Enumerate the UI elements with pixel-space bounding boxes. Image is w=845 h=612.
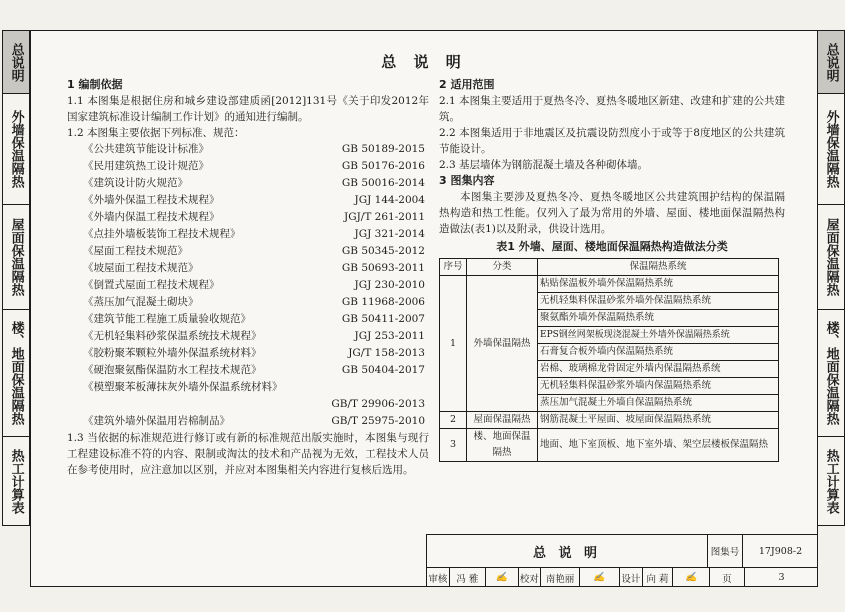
review-name: 冯 雅 bbox=[450, 568, 486, 587]
left-column bbox=[67, 77, 429, 478]
row-system: 钢筋混凝土平屋面、坡屋面保温隔热系统 bbox=[538, 412, 779, 429]
table-row bbox=[440, 429, 779, 462]
standard-row: 《公共建筑节能设计标准》 GB 50189-2015 bbox=[83, 143, 425, 155]
row-no: 2 bbox=[440, 412, 467, 429]
table-row bbox=[440, 276, 779, 293]
section1-heading: 1 编制依据 bbox=[67, 78, 123, 91]
table-row bbox=[440, 412, 779, 429]
standard-row: 《坡屋面工程技术规范》 GB 50693-2011 bbox=[83, 262, 425, 274]
review-label: 审核 bbox=[427, 568, 450, 587]
page-label: 页 bbox=[710, 568, 745, 587]
tab-general-notes[interactable]: 总说明 bbox=[2, 30, 30, 93]
header-system: 保温隔热系统 bbox=[538, 259, 779, 276]
tab-roof-insulation[interactable]: 屋面保温隔热 bbox=[2, 204, 30, 309]
right-column bbox=[439, 77, 785, 462]
row-no: 3 bbox=[440, 429, 467, 462]
standard-row: 《无机轻集料砂浆保温系统技术规程》 JGJ 253-2011 bbox=[83, 330, 425, 342]
standard-row: 《建筑外墙外保温用岩棉制品》 GB/T 25975-2010 bbox=[83, 415, 425, 427]
row-system: 岩棉、玻璃棉龙骨固定外墙内保温隔热系统 bbox=[538, 361, 779, 378]
row-category: 屋面保温隔热 bbox=[467, 412, 538, 429]
header-no: 序号 bbox=[440, 259, 467, 276]
row-no: 1 bbox=[440, 276, 467, 412]
standard-row: 《倒置式屋面工程技术规程》 JGJ 230-2010 bbox=[83, 279, 425, 291]
standard-row: 《建筑节能工程施工质量验收规范》 GB 50411-2007 bbox=[83, 313, 425, 325]
left-tab-strip bbox=[2, 30, 30, 526]
section1-paragraph-1: 1.1 本图集是根据住房和城乡建设部建质函[2012]131号《关于印发2012年国家建筑标准设计编制工作计划》的通知进行编制。 bbox=[67, 95, 429, 123]
drawing-frame bbox=[30, 30, 818, 587]
section3-paragraph-1: 本图集主要涉及夏热冬冷、夏热冬暖地区公共建筑围护结构的保温隔热构造和热工性能。仅列入了最为常用的外墙、屋面、楼地面保温隔热构造做法(表1)以及附录，供设计选用。 bbox=[439, 191, 785, 235]
standard-row: 《模塑聚苯板薄抹灰外墙外保温系统材料》 bbox=[83, 381, 283, 393]
row-system: 蒸压加气混凝土外墙自保温隔热系统 bbox=[538, 395, 779, 412]
review-signature: ✍ bbox=[486, 568, 519, 587]
design-name: 向 莉 bbox=[643, 568, 674, 587]
design-signature: ✍ bbox=[673, 568, 709, 587]
section2-paragraph-3: 2.3 基层墙体为钢筋混凝土墙及各种砌体墙。 bbox=[439, 159, 649, 171]
section2-heading: 2 适用范围 bbox=[439, 78, 495, 91]
row-category: 外墙保温隔热 bbox=[467, 276, 538, 412]
standard-row: 《硬泡聚氨酯保温防水工程技术规范》 GB 50404-2017 bbox=[83, 364, 425, 376]
insulation-systems-table bbox=[439, 258, 779, 462]
tab-general-notes-right[interactable]: 总说明 bbox=[817, 30, 845, 93]
header-category: 分类 bbox=[467, 259, 538, 276]
section2-paragraph-2: 2.2 本图集适用于非地震区及抗震设防烈度小于或等于8度地区的公共建筑节能设计。 bbox=[439, 127, 785, 155]
row-system: EPS钢丝网架板现浇混凝土外墙外保温隔热系统 bbox=[538, 327, 779, 344]
atlas-number: 17J908-2 bbox=[743, 535, 818, 568]
tab-floor-insulation[interactable]: 楼、地面保温隔热 bbox=[2, 309, 30, 436]
tab-wall-insulation[interactable]: 外墙保温隔热 bbox=[2, 93, 30, 204]
table-caption: 表1 外墙、屋面、楼地面保温隔热构造做法分类 bbox=[496, 240, 728, 253]
title-block-signatures bbox=[427, 568, 818, 587]
check-signature: ✍ bbox=[580, 568, 620, 587]
row-system: 无机轻集料保温砂浆外墙外保温隔热系统 bbox=[538, 293, 779, 310]
standard-row: 《屋面工程技术规范》 GB 50345-2012 bbox=[83, 245, 425, 257]
tab-roof-insulation-right[interactable]: 屋面保温隔热 bbox=[817, 204, 845, 309]
standard-row: 《胶粉聚苯颗粒外墙外保温系统材料》 JG/T 158-2013 bbox=[83, 347, 425, 359]
row-system: 聚氨酯外墙外保温隔热系统 bbox=[538, 310, 779, 327]
section1-paragraph-2: 1.2 本图集主要依据下列标准、规范： bbox=[67, 127, 245, 139]
tab-floor-insulation-right[interactable]: 楼、地面保温隔热 bbox=[817, 309, 845, 436]
standard-row: 《外墙内保温工程技术规程》 JGJ/T 261-2011 bbox=[83, 211, 425, 223]
tab-wall-insulation-right[interactable]: 外墙保温隔热 bbox=[817, 93, 845, 204]
section3-heading: 3 图集内容 bbox=[439, 174, 495, 187]
title-block-title: 总 说 明 bbox=[427, 535, 708, 568]
standard-row: 《点挂外墙板装饰工程技术规程》 JGJ 321-2014 bbox=[83, 228, 425, 240]
tab-thermal-calc-right[interactable]: 热工计算表 bbox=[817, 436, 845, 526]
standard-row: GB/T 29906-2013 bbox=[331, 398, 425, 410]
row-system: 地面、地下室顶板、地下室外墙、架空层楼板保温隔热 bbox=[538, 429, 779, 462]
section2-paragraph-1: 2.1 本图集主要适用于夏热冬冷、夏热冬暖地区新建、改建和扩建的公共建筑。 bbox=[439, 95, 785, 123]
standard-row: 《蒸压加气混凝土砌块》 GB 11968-2006 bbox=[83, 296, 425, 308]
standard-row: 《建筑设计防火规范》 GB 50016-2014 bbox=[83, 177, 425, 189]
atlas-number-label: 图集号 bbox=[708, 535, 743, 568]
tab-thermal-calc[interactable]: 热工计算表 bbox=[2, 436, 30, 526]
check-label: 校对 bbox=[519, 568, 542, 587]
check-name: 南艳丽 bbox=[541, 568, 579, 587]
section1-paragraph-3: 1.3 当依据的标准规范进行修订或有新的标准规范出版实施时，本图集与现行工程建设标准不符的内容、限制或淘汰的技术和产品视为无效，工程技术人员在参考使用时，应注意加以区别，并应对本图集相关内容进行复核后选用。 bbox=[67, 432, 429, 476]
title-block bbox=[426, 534, 818, 587]
table-header-row bbox=[440, 259, 779, 276]
right-tab-strip bbox=[817, 30, 845, 526]
row-system: 粘贴保温板外墙外保温隔热系统 bbox=[538, 276, 779, 293]
row-category: 楼、地面保温隔热 bbox=[467, 429, 538, 462]
design-label: 设计 bbox=[620, 568, 643, 587]
row-system: 无机轻集料保温砂浆外墙内保温隔热系统 bbox=[538, 378, 779, 395]
page-title: 总 说 明 bbox=[381, 53, 467, 71]
row-system: 石膏复合板外墙内保温隔热系统 bbox=[538, 344, 779, 361]
page-number: 3 bbox=[778, 572, 785, 583]
standard-row: 《民用建筑热工设计规范》 GB 50176-2016 bbox=[83, 160, 425, 172]
standards-list bbox=[67, 141, 429, 430]
standard-row: 《外墙外保温工程技术规程》 JGJ 144-2004 bbox=[83, 194, 425, 206]
